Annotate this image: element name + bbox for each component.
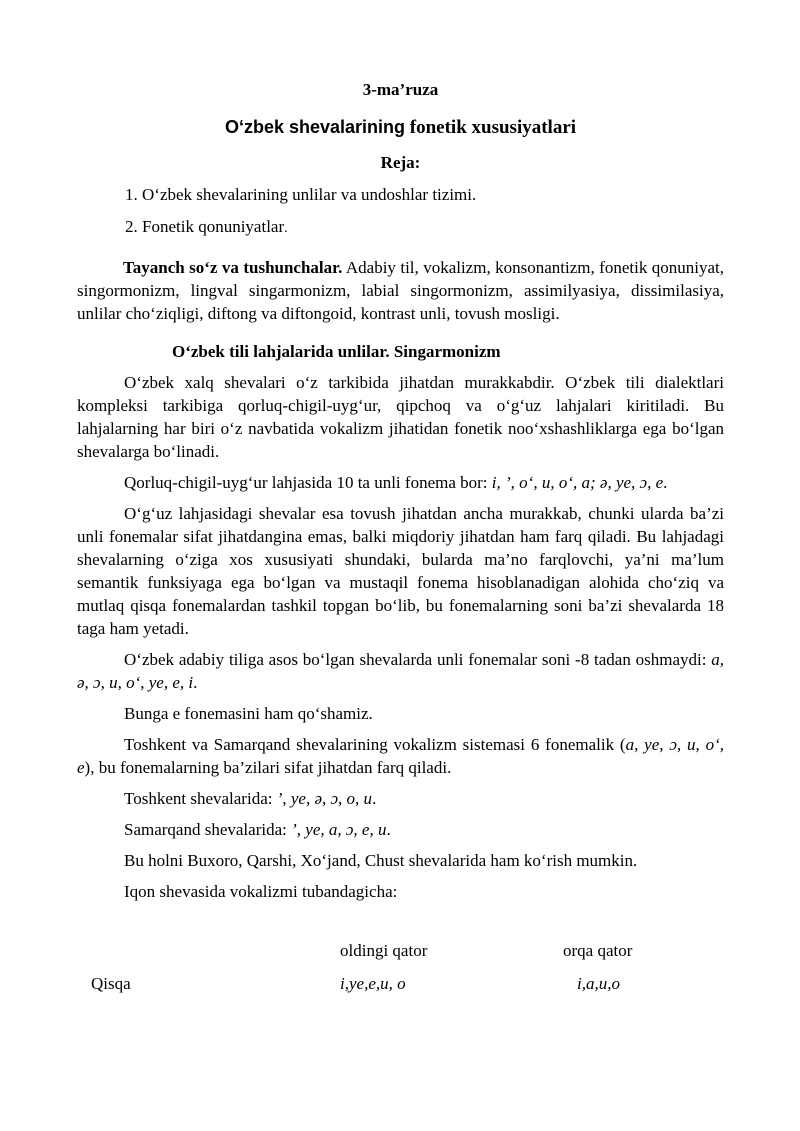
paragraph-7-text: Toshkent shevalarida: bbox=[124, 789, 277, 808]
plan-heading: Reja: bbox=[380, 153, 421, 172]
title-part-2: fonetik xususiyatlari bbox=[409, 117, 577, 138]
paragraph-3: O‘g‘uz lahjasidagi shevalar esa tovush jihatdan ancha murakkab, chunki ularda ba’zi unli fonemalar sifat jihatdangina emas, balki miqdoriy jihatdan ham farq qiladi. Bu lahjadagi shevalarning o‘ziga xos xususiyati shundaki, bularda ma’no farqlovchi, ya’ni ma’lum semantik funksiyaga ega bo‘lgan va mustaqil fonema hisoblanadigan alohida cho‘ziq va mutlaq qisqa fonemalardan tashkil topgan bo‘lib, bu fonemalarning soni ba’zi shevalarda 18 taga ham yetadi. bbox=[77, 504, 724, 638]
plan-item-1-text: 1. O‘zbek shevalarining unlilar va undoshlar tizimi. bbox=[125, 185, 477, 204]
paragraph-6-text: Toshkent va Samarqand shevalarining vokalizm sistemasi 6 fonemalik ( bbox=[124, 735, 626, 754]
lecture-number: 3-ma’ruza bbox=[362, 80, 439, 99]
page-title bbox=[77, 116, 724, 139]
plan-item-1 bbox=[125, 183, 724, 206]
paragraph-4-vowels: a, ə, ɔ, u, o‘, ye, e, i bbox=[77, 650, 724, 692]
vowel-table bbox=[77, 939, 724, 999]
vowel-table-row-back: i,a,u,o bbox=[577, 974, 620, 993]
paragraph-8-end: . bbox=[386, 820, 391, 839]
vowel-table-header-back: orqa qator bbox=[563, 941, 633, 960]
paragraph-2-vowels: i, ’, o‘, u, o‘, a; ə, ye, ɔ, e bbox=[491, 473, 664, 492]
paragraph-4-text: O‘zbek adabiy tiliga asos bo‘lgan shevalarda unli fonemalar soni -8 tadan oshmaydi: bbox=[124, 650, 712, 669]
keywords-label: Tayanch so‘z va tushunchalar. bbox=[123, 258, 343, 277]
vowel-table-row-front: i,ye,e,u, o bbox=[340, 974, 406, 993]
paragraph-2-end: . bbox=[663, 473, 668, 492]
paragraph-7 bbox=[77, 787, 724, 810]
document-page bbox=[77, 72, 724, 999]
paragraph-9: Bu holni Buxoro, Qarshi, Xo‘jand, Chust shevalarida ham ko‘rish mumkin. bbox=[124, 851, 638, 870]
section-heading: O‘zbek tili lahjalarida unlilar. Singarmonizm bbox=[172, 342, 501, 361]
plan-item-2-tail: . bbox=[284, 221, 288, 236]
paragraph-5: Bunga e fonemasini ham qo‘shamiz. bbox=[124, 704, 373, 723]
paragraph-7-vowels: ’, ye, ə, ɔ, o, u bbox=[276, 789, 373, 808]
paragraph-4 bbox=[77, 648, 724, 694]
paragraph-7-end: . bbox=[372, 789, 377, 808]
paragraph-6-vowels: a, ye, ɔ, u, o‘, e bbox=[77, 735, 724, 777]
plan-item-2-text: 2. Fonetik qonuniyatlar bbox=[125, 217, 285, 236]
paragraph-1: O‘zbek xalq shevalari o‘z tarkibida jihatdan murakkabdir. O‘zbek tili dialektlari kompleksi tarkibiga qorluq-chigil-uyg‘ur, qipchoq va o‘g‘uz lahjalari kiritiladi. Bu lahjalarning har biri o‘z navbatida vokalizm jihatidan fonetik noo‘xshashliklarga ega bo‘lgan shevalarga bo‘linadi. bbox=[77, 373, 724, 461]
paragraph-10: Iqon shevasida vokalizmi tubandagicha: bbox=[124, 882, 398, 901]
paragraph-2 bbox=[77, 471, 724, 494]
title-part-1: O‘zbek shevalarining bbox=[224, 117, 406, 137]
paragraph-8-vowels: ’, ye, a, ɔ, e, u bbox=[291, 820, 387, 839]
paragraph-2-text: Qorluq-chigil-uyg‘ur lahjasida 10 ta unli fonema bor: bbox=[124, 473, 492, 492]
paragraph-6-end: ), bu fonemalarning ba’zilari sifat jihatdan farq qiladi. bbox=[84, 758, 452, 777]
vowel-table-row-label: Qisqa bbox=[91, 974, 131, 993]
vowel-table-header-front: oldingi qator bbox=[340, 941, 428, 960]
keywords-paragraph bbox=[77, 256, 724, 325]
paragraph-8 bbox=[77, 818, 724, 841]
paragraph-6 bbox=[77, 733, 724, 779]
paragraph-8-text: Samarqand shevalarida: bbox=[124, 820, 292, 839]
plan-item-2 bbox=[125, 215, 724, 240]
paragraph-4-end: . bbox=[193, 673, 198, 692]
keywords-text: Adabiy til, vokalizm, konsonantizm, fonetik qonuniyat, singormonizm, lingval singarmonizm, labial singormonizm, assimilyasiya, dissimilasiya, unlilar cho‘ziqligi, diftong va diftongoid, kontrast unli, tovush mosligi. bbox=[77, 258, 725, 323]
